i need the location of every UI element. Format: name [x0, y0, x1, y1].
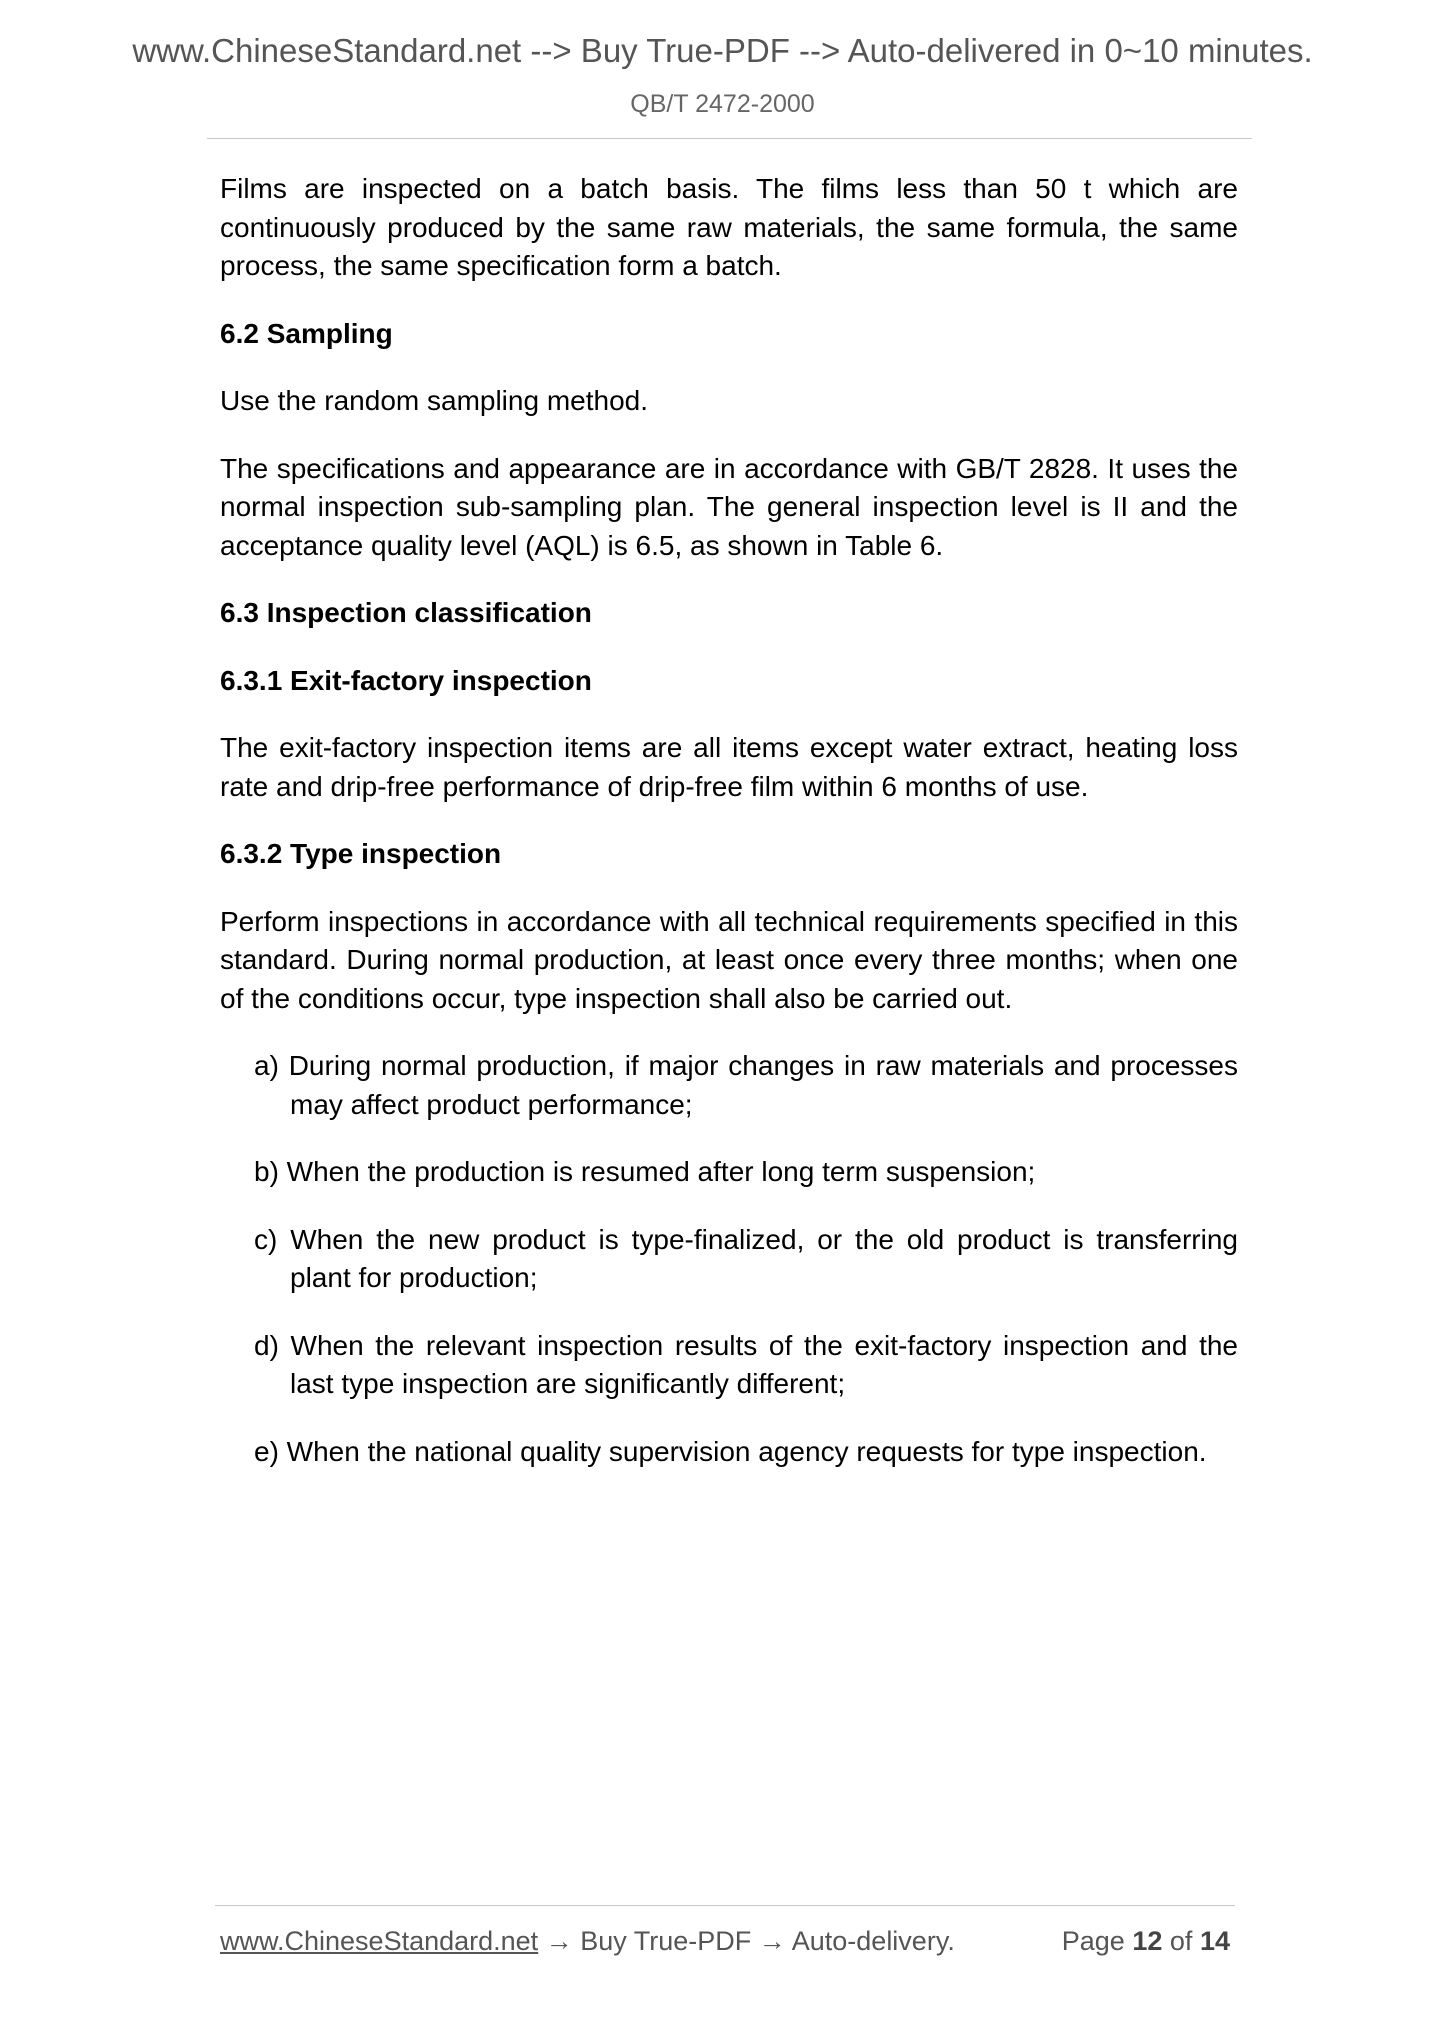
page-label: Page [1061, 1926, 1125, 1956]
condition-item: b) When the production is resumed after long term suspension; [254, 1156, 1036, 1187]
footer-tagline: → Buy True-PDF → Auto-delivery. [538, 1926, 955, 1956]
batch-paragraph: Films are inspected on a batch basis. The films less than 50 t which are continuously produced by the same raw materials, the same formula, the same process, the same specification form a batch. [220, 173, 1238, 281]
sampling-heading: 6.2 Sampling [220, 317, 393, 349]
header-divider [207, 138, 1252, 139]
site-banner: www.ChineseStandard.net --> Buy True-PDF --> Auto-delivered in 0~10 minutes. [132, 32, 1313, 69]
condition-item: c) When the new product is type-finalized, or the old product is transferring plant for production; [254, 1223, 1238, 1293]
footer-site-link[interactable]: www.ChineseStandard.net [220, 1926, 539, 1956]
page-indicator [1062, 1926, 1230, 1957]
exit-factory-paragraph: The exit-factory inspection items are all items except water extract, heating loss rate and drip-free performance of drip-free film within 6 months of use. [220, 732, 1238, 802]
page-footer [220, 1926, 1230, 1957]
type-inspection-paragraph: Perform inspections in accordance with all technical requirements specified in this standard. During normal production, at least once every three months; when one of the conditions occur, type inspection shall also be carried out. [220, 905, 1238, 1014]
total-pages-number: 14 [1199, 1926, 1230, 1956]
classification-heading: 6.3 Inspection classification [220, 597, 592, 628]
page-of-label: of [1169, 1926, 1193, 1956]
sampling-plan-paragraph: The specifications and appearance are in accordance with GB/T 2828. It uses the normal inspection sub-sampling plan. The general inspection level is II and the acceptance quality level (AQL) is 6.5, as shown in Table 6. [220, 452, 1238, 561]
condition-item: e) When the national quality supervision agency requests for type inspection. [254, 1435, 1207, 1467]
current-page-number: 12 [1132, 1926, 1163, 1956]
standard-number: QB/T 2472-2000 [630, 90, 815, 118]
type-inspection-heading: 6.3.2 Type inspection [220, 838, 502, 869]
sampling-method-paragraph: Use the random sampling method. [220, 385, 648, 416]
condition-item: d) When the relevant inspection results of the exit-factory inspection and the last type inspection are significantly different; [254, 1329, 1238, 1399]
condition-item: a) During normal production, if major changes in raw materials and processes may affect product performance; [254, 1050, 1238, 1120]
exit-factory-heading: 6.3.1 Exit-factory inspection [220, 664, 592, 696]
document-body [220, 170, 1238, 1500]
footer-divider [215, 1905, 1235, 1906]
